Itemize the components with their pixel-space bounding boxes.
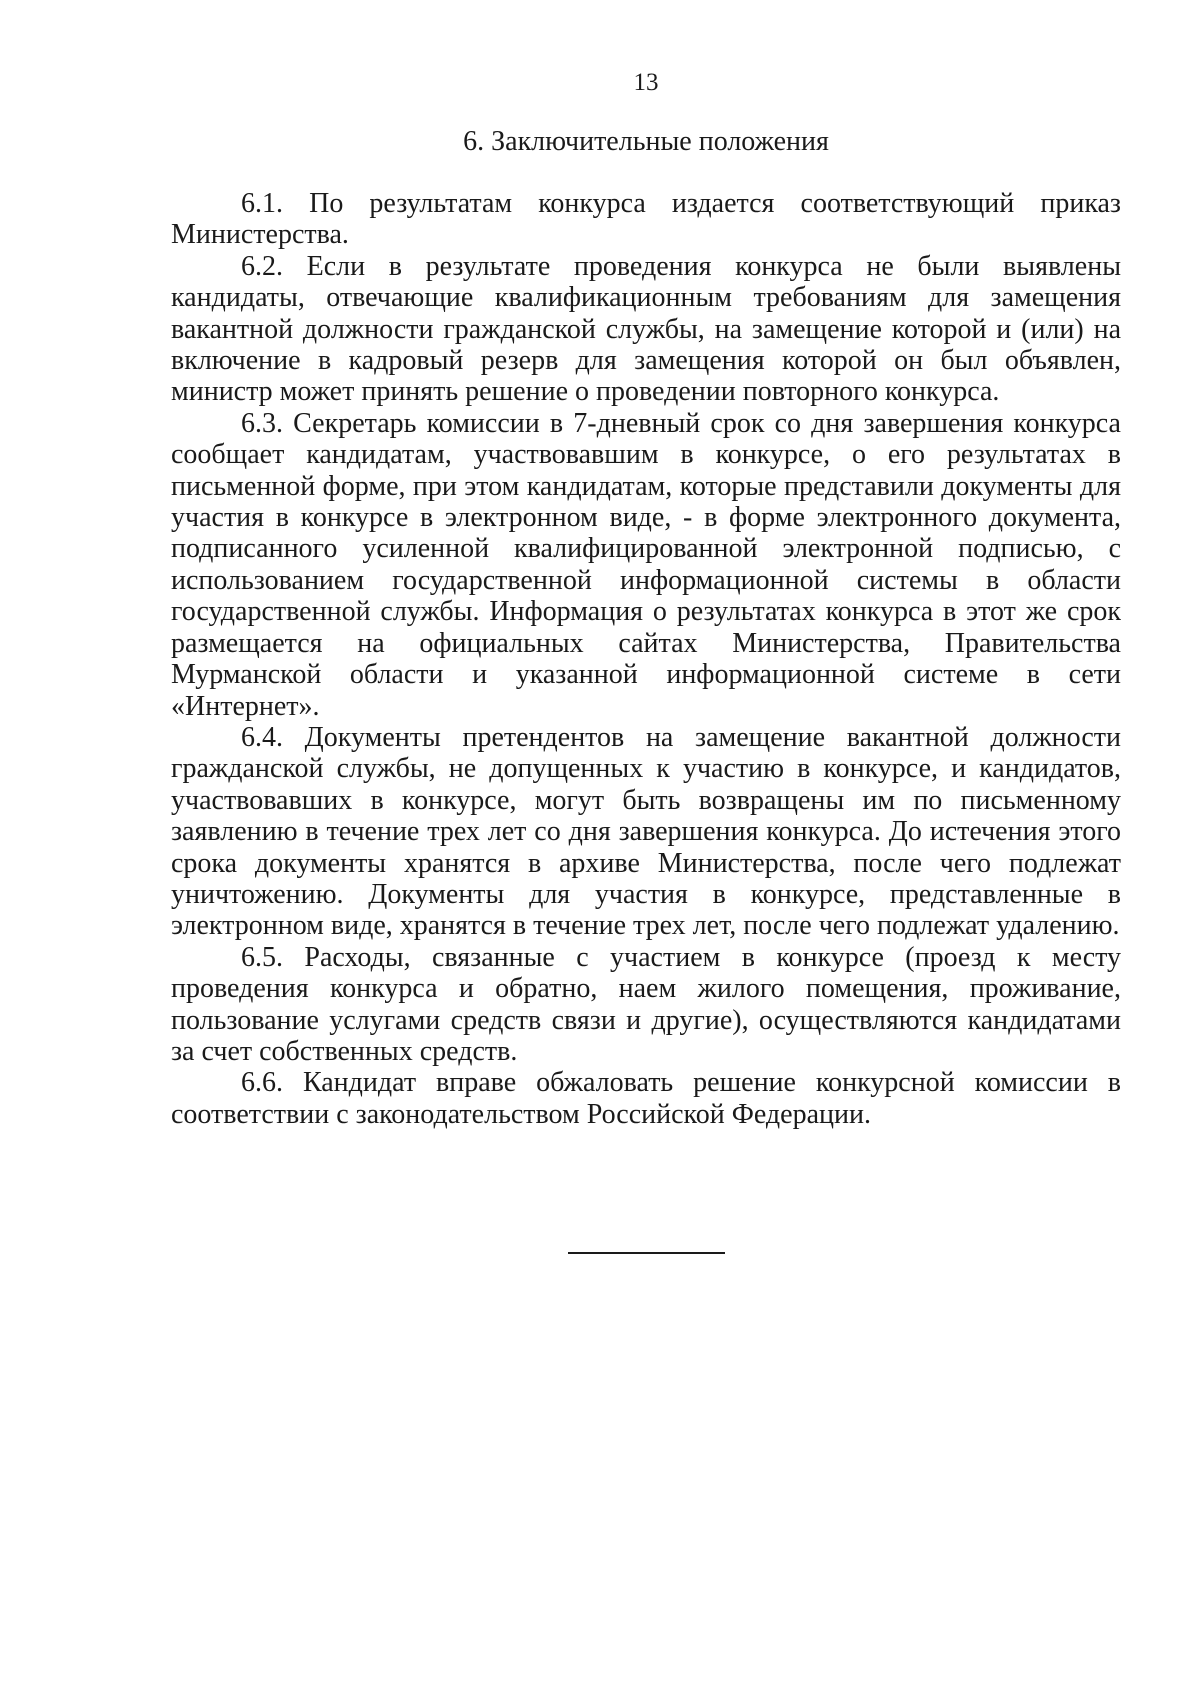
page-number: 13 [633, 69, 659, 96]
end-separator-line [568, 1252, 725, 1254]
paragraph-6-4: 6.4. Документы претендентов на замещение вакантной должности гражданской службы, не допущенных к участию в конкурсе, и кандидатов, участвовавших в конкурсе, могут быть возвращены им по письменному заявлению в течение трех лет со дня завершения конкурса. До истечения этого срока документы хранятся в архиве Министерства, после чего подлежат уничтожению. Документы для участия в конкурсе, представленные в электронном виде, хранятся в течение трех лет, после чего подлежат удалению. [171, 721, 1121, 942]
paragraph-6-5: 6.5. Расходы, связанные с участием в конкурсе (проезд к месту проведения конкурса и обратно, наем жилого помещения, проживание, пользование услугами средств связи и другие), осуществляются кандидатами за счет собственных средств. [171, 941, 1121, 1067]
paragraph-6-2: 6.2. Если в результате проведения конкурса не были выявлены кандидаты, отвечающие квалификационным требованиям для замещения вакантной должности гражданской службы, на замещение которой и (или) на включение в кадровый резерв для замещения которой он был объявлен, министр может принять решение о проведении повторного конкурса. [171, 250, 1121, 408]
section-body [171, 188, 1121, 1130]
section-title: 6. Заключительные положения [463, 126, 829, 157]
paragraph-6-3: 6.3. Секретарь комиссии в 7-дневный срок со дня завершения конкурса сообщает кандидатам, участвовавшим в конкурсе, о его результатах в письменной форме, при этом кандидатам, которые представили документы для участия в конкурсе в электронном виде, - в форме электронного документа, подписанного усиленной квалифицированной электронной подписью, с использованием государственной информационной системы в области государственной службы. Информация о результатах конкурса в этот же срок размещается на официальных сайтах Министерства, Правительства Мурманской области и указанной информационной системе в сети «Интернет». [171, 407, 1121, 722]
paragraph-6-6: 6.6. Кандидат вправе обжаловать решение конкурсной комиссии в соответствии с законодательством Российской Федерации. [171, 1067, 1121, 1130]
paragraph-6-1: 6.1. По результатам конкурса издается соответствующий приказ Министерства. [171, 188, 1121, 251]
